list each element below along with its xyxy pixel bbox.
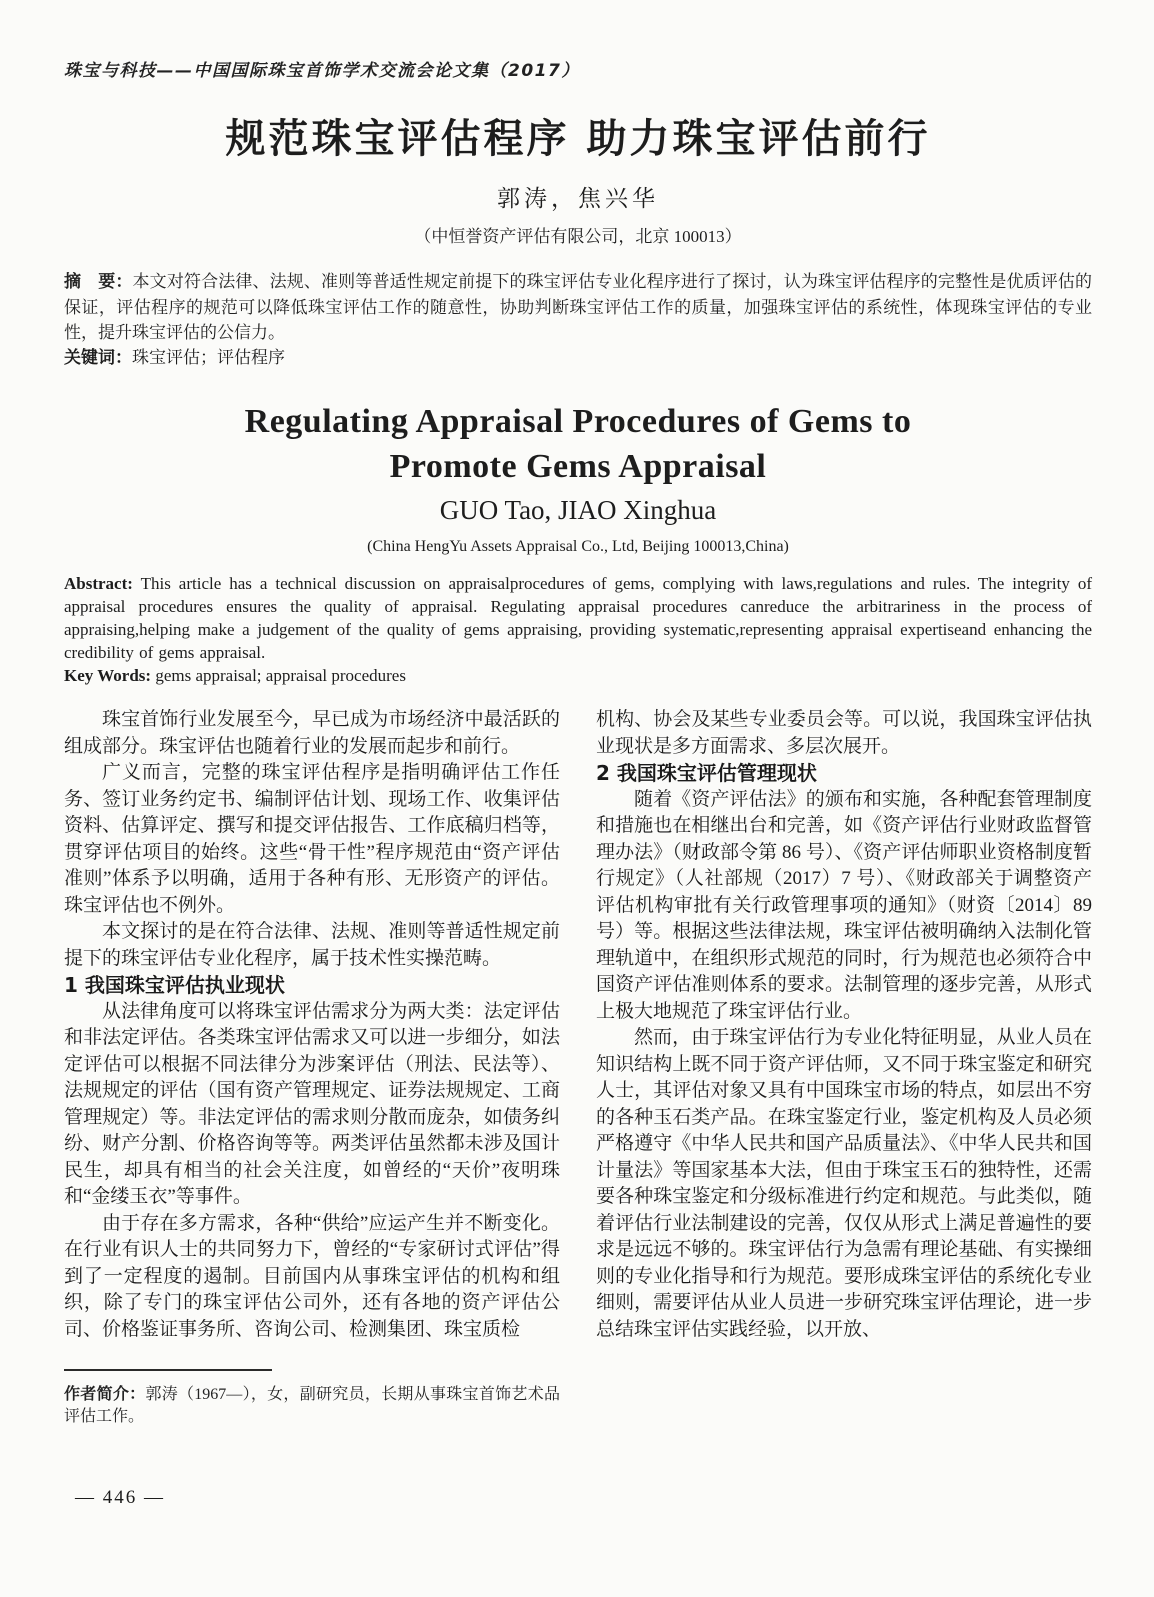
footnote-separator [64, 1369, 272, 1371]
abstract-chinese-label: 摘 要： [64, 272, 133, 292]
body-columns [64, 707, 1092, 1428]
keywords-english-label: Key Words: [64, 666, 152, 685]
authors-english: GUO Tao, JIAO Xinghua [439, 495, 717, 525]
authors-chinese: 郭涛，焦兴华 [497, 186, 659, 211]
body-paragraph: 随着《资产评估法》的颁布和实施，各种配套管理制度和措施也在相继出台和完善，如《资产评估行业财政监督管理办法》（财政部令第 86 号）、《资产评估师职业资格制度暂行规定》（人社部规（2017）7 号）、《财政部关于调整资产评估机构审批有关行政管理事项的通知》（财资〔2014〕89 号）等。根据这些法律法规，珠宝评估被明确纳入法制化管理轨道中，在组织形式规范的同时，行为规范也必须符合中国资产评估准则体系的要求。法制管理的逐步完善，从形式上极大地规范了珠宝评估行业。 [596, 788, 1092, 1022]
affiliation-chinese: （中恒誉资产评估有限公司，北京 100013） [414, 227, 742, 246]
abstract-english [64, 572, 1092, 664]
keywords-chinese-label: 关键词： [64, 348, 132, 368]
proceedings-header: 珠宝与科技——中国国际珠宝首饰学术交流会论文集（2017） [64, 61, 580, 81]
section-2-heading: 2 我国珠宝评估管理现状 [596, 761, 817, 785]
affiliation-english: (China HengYu Assets Appraisal Co., Ltd, Beijing 100013,China) [367, 538, 789, 555]
author-bio-label: 作者简介： [64, 1384, 146, 1403]
abstract-english-text: This article has a technical discussion on appraisalprocedures of gems, complying with laws,regulations and rules. The integrity of appraisal procedures ensures the quality of appraisal. Regulating appraisal procedures canreduce the arbitrariness in the process of appraising,helping make a judgement of the quality of gems appraising, providing systematic,representing appraisal expertiseand enhancing the credibility of gems appraisal. [64, 574, 1092, 662]
body-paragraph: 机构、协会及某些专业委员会等。可以说，我国珠宝评估执业现状是多方面需求、多层次展开。 [596, 709, 1092, 757]
keywords-chinese-text: 珠宝评估；评估程序 [132, 348, 285, 367]
abstract-chinese [64, 269, 1092, 345]
abstract-english-label: Abstract: [64, 574, 133, 593]
paper-title-chinese: 规范珠宝评估程序 助力珠宝评估前行 [225, 116, 931, 162]
author-bio-footnote [64, 1383, 560, 1428]
body-paragraph: 由于存在多方需求，各种“供给”应运产生并不断变化。在行业有识人士的共同努力下，曾经的“专家研讨式评估”得到了一定程度的遏制。目前国内从事珠宝评估的机构和组织，除了专门的珠宝评估公司外，还有各地的资产评估公司、价格鉴证事务所、咨询公司、检测集团、珠宝质检 [64, 1212, 560, 1340]
body-paragraph: 本文探讨的是在符合法律、法规、准则等普适性规定前提下的珠宝评估专业化程序，属于技术性实操范畴。 [64, 921, 560, 969]
abstract-chinese-text: 本文对符合法律、法规、准则等普适性规定前提下的珠宝评估专业化程序进行了探讨，认为珠宝评估程序的完整性是优质评估的保证，评估程序的规范可以降低珠宝评估工作的随意性，协助判断珠宝评估工作的质量，加强珠宝评估的系统性，体现珠宝评估的专业性，提升珠宝评估的公信力。 [64, 272, 1093, 342]
body-paragraph: 从法律角度可以将珠宝评估需求分为两大类：法定评估和非法定评估。各类珠宝评估需求又可以进一步细分，如法定评估可以根据不同法律分为涉案评估（刑法、民法等）、法规规定的评估（国有资产管理规定、证券法规规定、工商管理规定）等。非法定评估的需求则分散而庞杂，如债务纠纷、财产分割、价格咨询等等。两类评估虽然都未涉及国计民生，却具有相当的社会关注度，如曾经的“天价”夜明珠和“金缕玉衣”等事件。 [64, 1000, 560, 1207]
section-1-heading: 1 我国珠宝评估执业现状 [64, 973, 285, 997]
body-paragraph: 然而，由于珠宝评估行为专业化特征明显，从业人员在知识结构上既不同于资产评估师，又不同于珠宝鉴定和研究人士，其评估对象又具有中国珠宝市场的特点，如层出不穷的各种玉石类产品。在珠宝鉴定行业，鉴定机构及人员必须严格遵守《中华人民共和国产品质量法》、《中华人民共和国计量法》等国家基本大法，但由于珠宝玉石的独特性，还需要各种珠宝鉴定和分级标准进行约定和规范。与此类似，随着评估行业法制建设的完善，仅仅从形式上满足普遍性的要求是远远不够的。珠宝评估行为急需有理论基础、有实操细则的专业化指导和行为规范。要形成珠宝评估的系统化专业细则，需要评估从业人员进一步研究珠宝评估理论，进一步总结珠宝评估实践经验，以开放、 [596, 1027, 1092, 1340]
paper-title-english-line2: Promote Gems Appraisal [389, 448, 767, 485]
body-paragraph: 广义而言，完整的珠宝评估程序是指明确评估工作任务、签订业务约定书、编制评估计划、现场工作、收集评估资料、估算评定、撰写和提交评估报告、工作底稿归档等，贯穿评估项目的始终。这些“骨干性”程序规范由“资产评估准则”体系予以明确，适用于各种有形、无形资产的评估。珠宝评估也不例外。 [64, 762, 560, 916]
body-paragraph: 珠宝首饰行业发展至今，早已成为市场经济中最活跃的组成部分。珠宝评估也随着行业的发展而起步和前行。 [64, 709, 560, 757]
keywords-english-text: gems appraisal; appraisal procedures [155, 666, 406, 685]
keywords-english [64, 664, 1092, 687]
keywords-chinese [64, 345, 1092, 371]
right-column [596, 707, 1092, 1428]
left-column [64, 707, 560, 1428]
paper-title-english-line1: Regulating Appraisal Procedures of Gems to [244, 403, 912, 440]
page-number: — 446 — [75, 1487, 165, 1508]
author-bio-text: 郭涛（1967—），女，副研究员，长期从事珠宝首饰艺术品评估工作。 [64, 1386, 560, 1425]
paper-title-english [64, 399, 1092, 489]
